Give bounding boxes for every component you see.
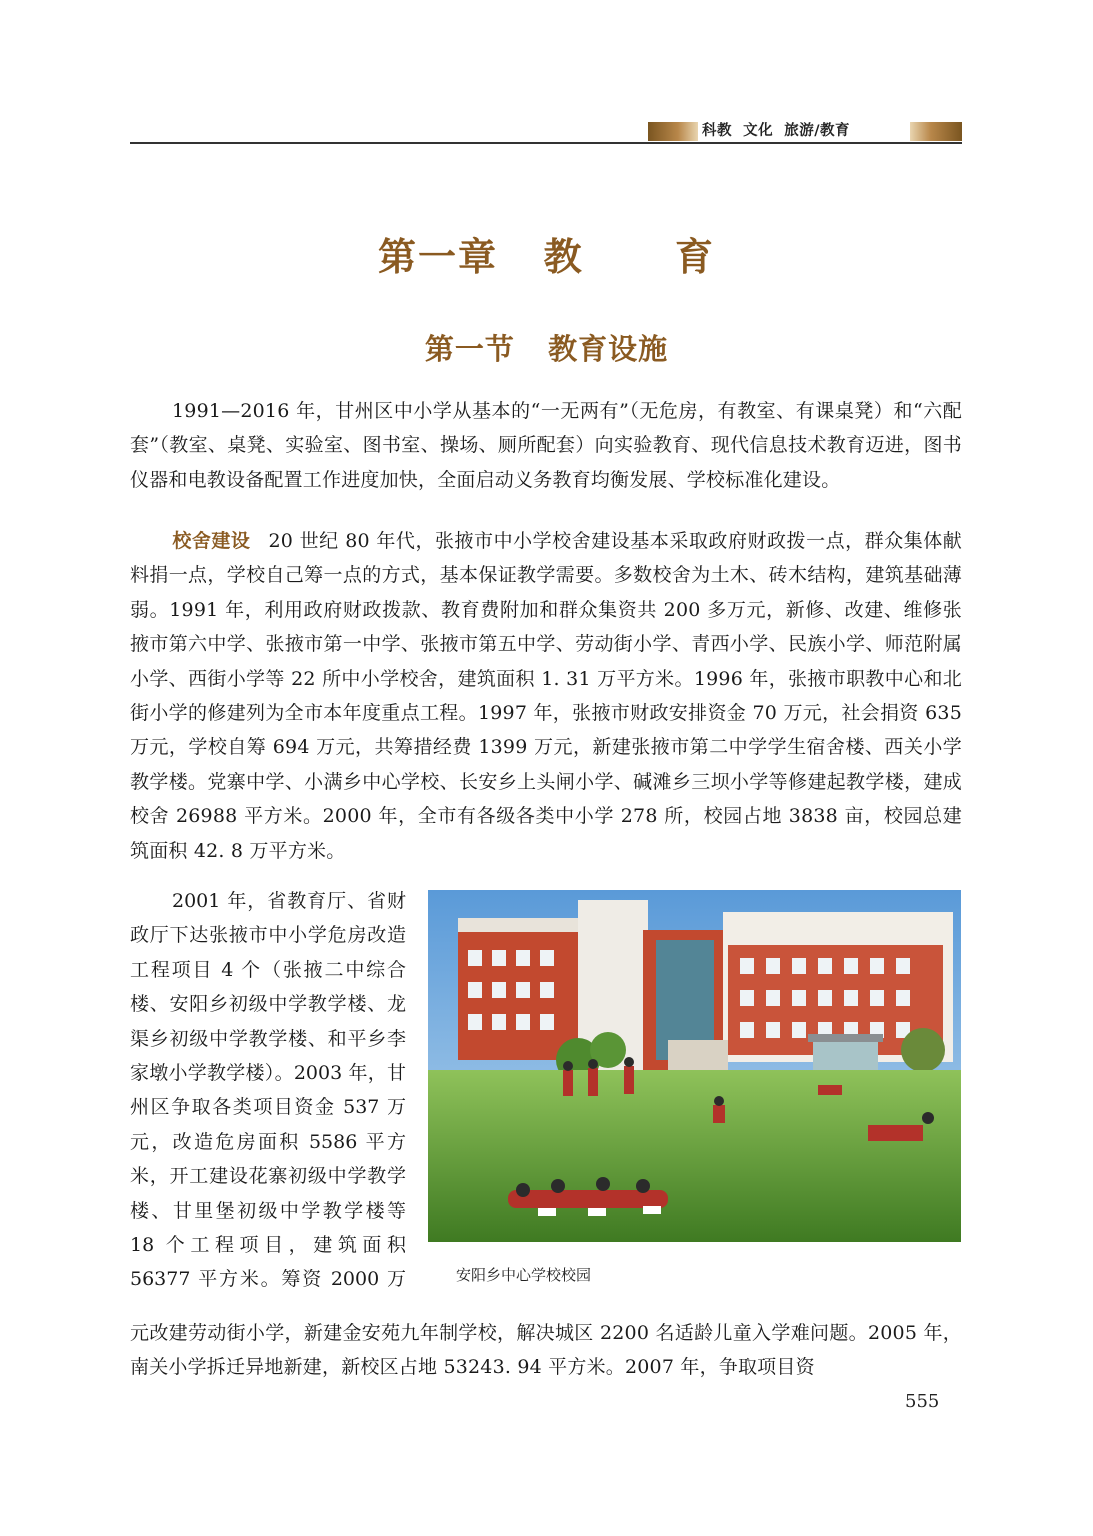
continued-paragraph [130,1316,962,1385]
side-column-paragraph [130,884,406,1297]
intro-paragraph [130,394,962,497]
continued-text: 元改建劳动街小学，新建金安苑九年制学校，解决城区 2200 名适龄儿童入学难问题。2005 年，南关小学拆迁异地新建，新校区占地 53243. 94 平方米。2007 年，争取项目资 [130,1322,962,1379]
header-decor-right [910,122,962,141]
photo-caption: 安阳乡中心学校校园 [456,1266,592,1284]
header-decor-left [648,122,698,141]
school-campus-photo [428,890,961,1242]
campus-heading: 校舍建设 [172,530,251,552]
section-title: 第一节 教育设施 [424,332,669,366]
header-section-label: 科教 文化 旅游/教育 [702,123,850,139]
side-text: 2001 年，省教育厅、省财政厅下达张掖市中小学危房改造工程项目 4 个（张掖二中综合楼、安阳乡初级中学教学楼、龙渠乡初级中学教学楼、和平乡李家墩小学教学楼）。2003 年，甘州区争取各类项目资金 537 万元，改造危房面积 5586 平方米，开工建设花寨初级中学教学楼、甘里堡初级中学教学楼等 18 个工程项目，建筑面积 56377 平方米。筹资 2000 万 [130,890,406,1291]
chapter-title: 第一章 教 育 [377,234,716,279]
running-header [130,122,962,144]
intro-text: 1991—2016 年，甘州区中小学从基本的“一无两有”（无危房，有教室、有课桌凳）和“六配套”（教室、桌凳、实验室、图书室、操场、厕所配套）向实验教育、现代信息技术教育迈进，图书仪器和电教设备配置工作进度加快，全面启动义务教育均衡发展、学校标准化建设。 [130,400,962,491]
header-rule [130,142,962,144]
page-number: 555 [905,1391,940,1412]
campus-paragraph [130,524,962,868]
campus-text: 20 世纪 80 年代，张掖市中小学校舍建设基本采取政府财政拨一点，群众集体献料捐一点，学校自己筹一点的方式，基本保证教学需要。多数校舍为土木、砖木结构，建筑基础薄弱。1991 年，利用政府财政拨款、教育费附加和群众集资共 200 多万元，新修、改建、维修张掖市第六中学、张掖市第一中学、张掖市第五中学、劳动街小学、青西小学、民族小学、师范附属小学、西街小学等 22 所中小学校舍，建筑面积 1. 31 万平方米。1996 年，张掖市职教中心和北街小学的修建列为全市本年度重点工程。1997 年，张掖市财政安排资金 70 万元，社会捐资 635 万元，学校自筹 694 万元，共筹措经费 1399 万元，新建张掖市第二中学学生宿舍楼、西关小学教学楼。党寨中学、小满乡中心学校、长安乡上头闸小学、碱滩乡三坝小学等修建起教学楼，建成校舍 26988 平方米。2000 年，全市有各级各类中小学 278 所，校园占地 3838 亩，校园总建筑面积 42. 8 万平方米。 [130,530,962,862]
